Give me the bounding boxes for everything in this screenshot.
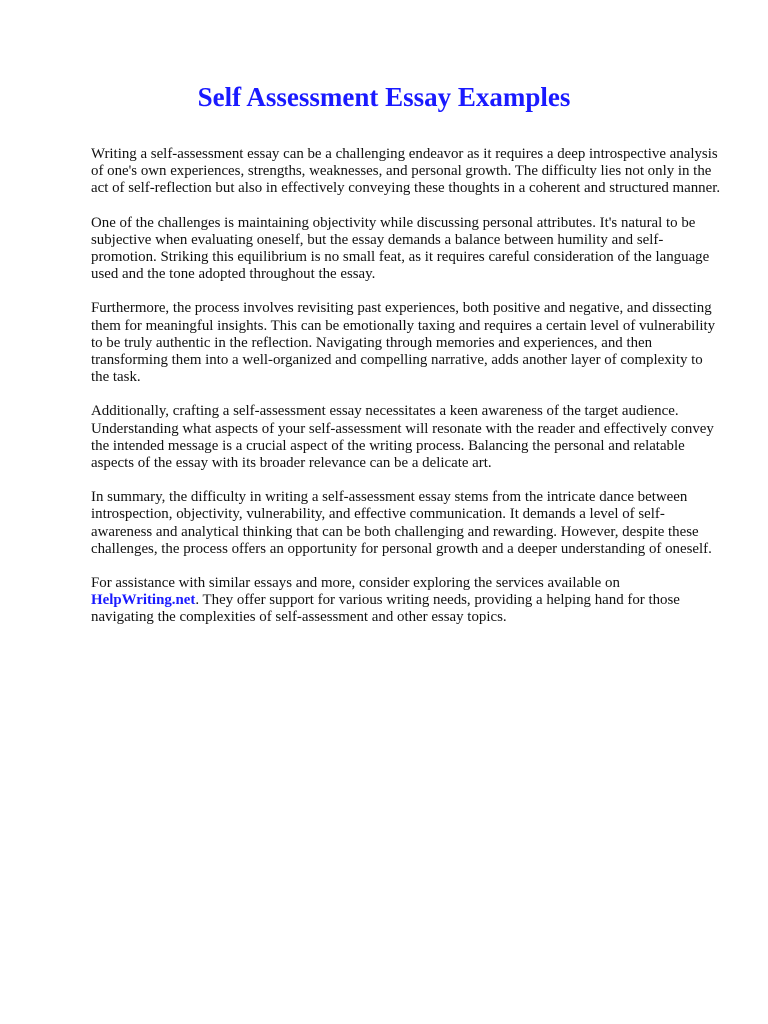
- paragraph-past-experiences: Furthermore, the process involves revisiting past experiences, both positive and negative, and dissecting them for meaningful insights. This can be emotionally taxing and requires a certain level of vulnerability to be truly authentic in the reflection. Navigating through memories and experiences, and then transforming them into a well-organized and compelling narrative, adds another layer of complexity to the task.: [91, 300, 716, 386]
- closing-text-after-link: . They offer support for various writing needs, providing a helping hand for those navigating the complexities of self-assessment and other essay topics.: [91, 592, 680, 626]
- paragraph-summary: In summary, the difficulty in writing a self-assessment essay stems from the intricate dance between introspection, objectivity, vulnerability, and effective communication. It demands a level of self-awareness and analytical thinking that can be both challenging and rewarding. However, despite these challenges, the process offers an opportunity for personal growth and a deeper understanding of oneself.: [91, 489, 712, 557]
- page-title: Self Assessment Essay Examples: [197, 82, 571, 112]
- paragraph-closing: [91, 575, 721, 627]
- paragraph-objectivity: One of the challenges is maintaining objectivity while discussing personal attributes. It's natural to be subjective when evaluating oneself, but the essay demands a balance between humility and self-promotion. Striking this equilibrium is no small feat, as it requires careful consideration of the language used and the tone adopted throughout the essay.: [91, 214, 710, 283]
- paragraph-intro: Writing a self-assessment essay can be a challenging endeavor as it requires a deep introspective analysis of one's own experiences, strengths, weaknesses, and personal growth. The difficulty lies not only in the act of self-reflection but also in effectively conveying these thoughts in a coherent and structured manner.: [91, 146, 721, 197]
- helpwriting-link[interactable]: HelpWriting.net: [91, 592, 196, 609]
- closing-text-before-link: For assistance with similar essays and more, consider exploring the services available on: [91, 575, 620, 592]
- paragraph-audience: Additionally, crafting a self-assessment essay necessitates a keen awareness of the target audience. Understanding what aspects of your self-assessment will resonate with the reader and effectively convey the intended message is a crucial aspect of the writing process. Balancing the personal and relatable aspects of the essay with its broader relevance can be a delicate art.: [91, 403, 714, 472]
- essay-body: [91, 146, 721, 644]
